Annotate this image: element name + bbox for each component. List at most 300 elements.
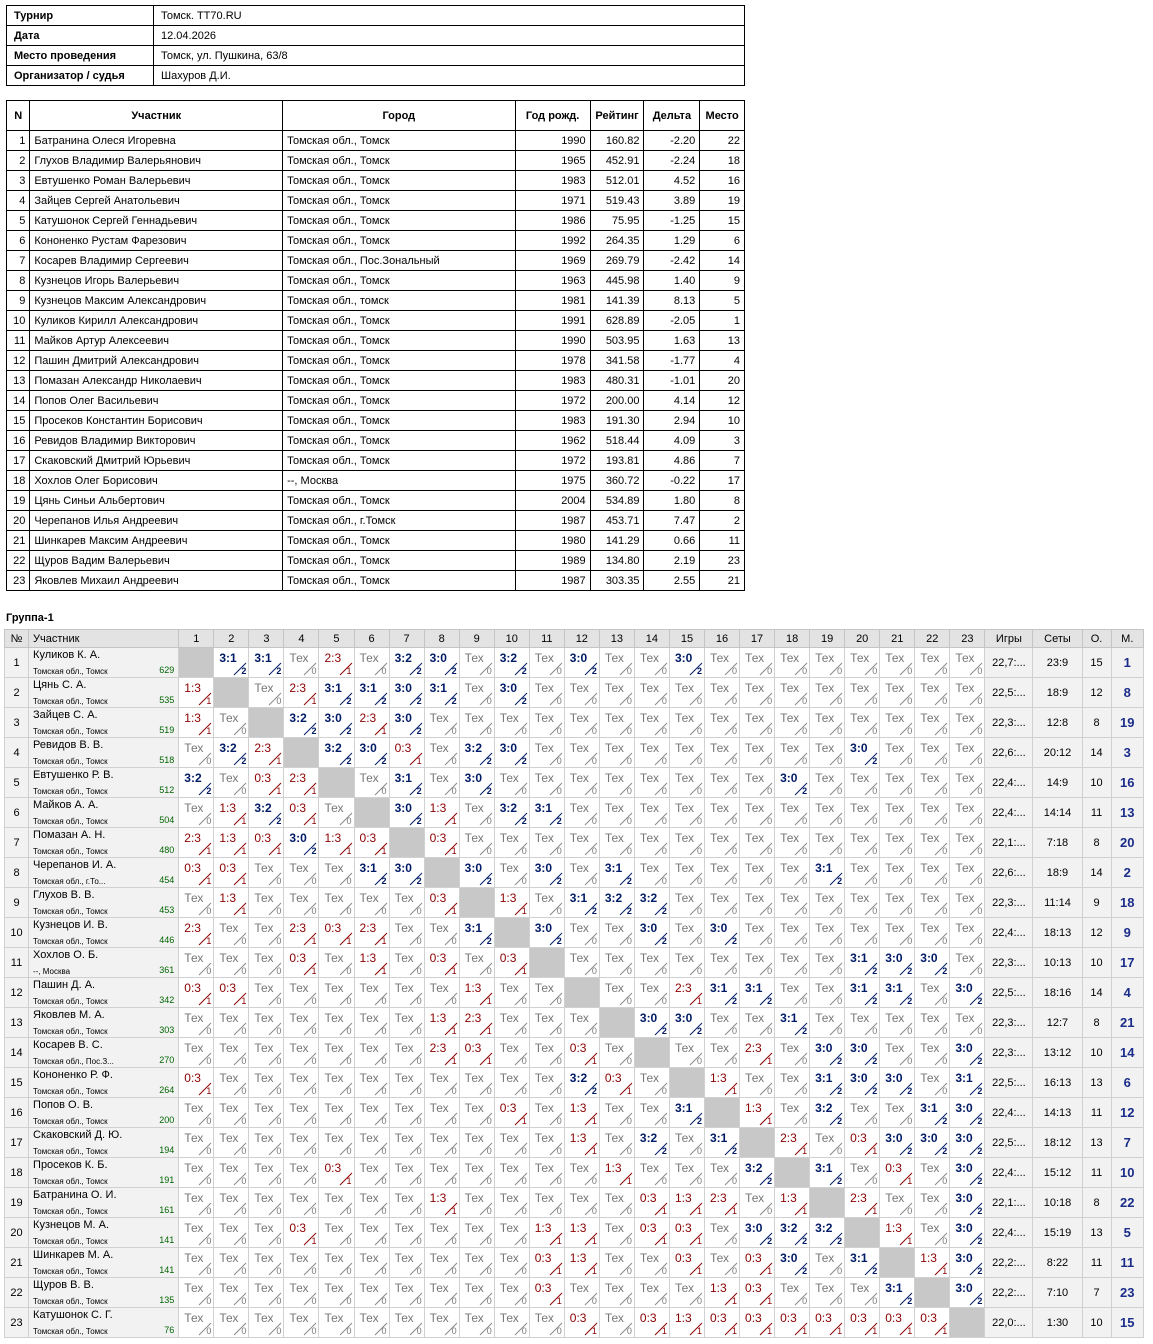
match-cell[interactable]: [950, 678, 985, 708]
match-cell[interactable]: [740, 738, 775, 768]
match-cell[interactable]: [214, 1188, 249, 1218]
match-cell[interactable]: [459, 1098, 494, 1128]
match-cell[interactable]: [424, 828, 459, 858]
match-cell[interactable]: [354, 1218, 389, 1248]
match-cell[interactable]: [599, 1038, 634, 1068]
match-cell[interactable]: [424, 708, 459, 738]
match-cell[interactable]: [845, 798, 880, 828]
match-cell[interactable]: [214, 918, 249, 948]
match-cell[interactable]: [634, 1098, 669, 1128]
match-cell[interactable]: [599, 708, 634, 738]
match-cell[interactable]: [669, 1248, 704, 1278]
match-cell[interactable]: [179, 978, 214, 1008]
match-cell[interactable]: [740, 828, 775, 858]
match-cell[interactable]: [354, 1158, 389, 1188]
match-cell[interactable]: [704, 1008, 739, 1038]
match-cell[interactable]: [915, 1248, 950, 1278]
match-cell[interactable]: [704, 888, 739, 918]
match-cell[interactable]: [424, 1188, 459, 1218]
match-cell[interactable]: [354, 678, 389, 708]
match-cell[interactable]: [494, 798, 529, 828]
match-cell[interactable]: [389, 1098, 424, 1128]
match-cell[interactable]: [669, 738, 704, 768]
match-cell[interactable]: [915, 1038, 950, 1068]
match-cell[interactable]: [740, 708, 775, 738]
match-cell[interactable]: [634, 888, 669, 918]
match-cell[interactable]: [354, 858, 389, 888]
match-cell[interactable]: [284, 648, 319, 678]
match-cell[interactable]: [284, 1008, 319, 1038]
match-cell[interactable]: [424, 678, 459, 708]
match-cell[interactable]: [950, 978, 985, 1008]
match-cell[interactable]: [810, 678, 845, 708]
match-cell[interactable]: [494, 1098, 529, 1128]
match-cell[interactable]: [634, 708, 669, 738]
match-cell[interactable]: [179, 798, 214, 828]
match-cell[interactable]: [740, 678, 775, 708]
match-cell[interactable]: [564, 1038, 599, 1068]
match-cell[interactable]: [704, 1188, 739, 1218]
match-cell[interactable]: [249, 1278, 284, 1308]
match-cell[interactable]: [179, 1038, 214, 1068]
match-cell[interactable]: [354, 1128, 389, 1158]
match-cell[interactable]: [389, 738, 424, 768]
match-cell[interactable]: [915, 648, 950, 678]
match-cell[interactable]: [249, 1308, 284, 1338]
match-cell[interactable]: [319, 1218, 354, 1248]
match-cell[interactable]: [529, 1008, 564, 1038]
match-cell[interactable]: [775, 1008, 810, 1038]
match-cell[interactable]: [249, 978, 284, 1008]
match-cell[interactable]: [845, 768, 880, 798]
match-cell[interactable]: [214, 828, 249, 858]
match-cell[interactable]: [529, 768, 564, 798]
match-cell[interactable]: [880, 708, 915, 738]
match-cell[interactable]: [775, 828, 810, 858]
match-cell[interactable]: [564, 1308, 599, 1338]
match-cell[interactable]: [915, 1158, 950, 1188]
match-cell[interactable]: [284, 708, 319, 738]
match-cell[interactable]: [284, 1038, 319, 1068]
match-cell[interactable]: [179, 918, 214, 948]
match-cell[interactable]: [459, 1128, 494, 1158]
match-cell[interactable]: [740, 1098, 775, 1128]
match-cell[interactable]: [704, 648, 739, 678]
match-cell[interactable]: [810, 888, 845, 918]
match-cell[interactable]: [740, 918, 775, 948]
match-cell[interactable]: [775, 1248, 810, 1278]
match-cell[interactable]: [845, 828, 880, 858]
match-cell[interactable]: [564, 1248, 599, 1278]
match-cell[interactable]: [319, 678, 354, 708]
match-cell[interactable]: [424, 1068, 459, 1098]
match-cell[interactable]: [950, 1248, 985, 1278]
match-cell[interactable]: [459, 1248, 494, 1278]
match-cell[interactable]: [810, 1098, 845, 1128]
match-cell[interactable]: [494, 1188, 529, 1218]
match-cell[interactable]: [529, 1278, 564, 1308]
match-cell[interactable]: [634, 678, 669, 708]
match-cell[interactable]: [459, 858, 494, 888]
match-cell[interactable]: [424, 888, 459, 918]
match-cell[interactable]: [810, 1218, 845, 1248]
match-cell[interactable]: [354, 1038, 389, 1068]
match-cell[interactable]: [950, 708, 985, 738]
match-cell[interactable]: [810, 978, 845, 1008]
match-cell[interactable]: [249, 738, 284, 768]
match-cell[interactable]: [845, 1248, 880, 1278]
match-cell[interactable]: [529, 1308, 564, 1338]
match-cell[interactable]: [599, 858, 634, 888]
match-cell[interactable]: [915, 1308, 950, 1338]
match-cell[interactable]: [740, 1008, 775, 1038]
match-cell[interactable]: [634, 768, 669, 798]
match-cell[interactable]: [214, 1128, 249, 1158]
match-cell[interactable]: [179, 768, 214, 798]
match-cell[interactable]: [389, 918, 424, 948]
match-cell[interactable]: [529, 858, 564, 888]
match-cell[interactable]: [845, 648, 880, 678]
match-cell[interactable]: [740, 1308, 775, 1338]
match-cell[interactable]: [740, 798, 775, 828]
match-cell[interactable]: [950, 1278, 985, 1308]
match-cell[interactable]: [740, 978, 775, 1008]
match-cell[interactable]: [319, 648, 354, 678]
match-cell[interactable]: [319, 888, 354, 918]
match-cell[interactable]: [249, 858, 284, 888]
match-cell[interactable]: [494, 828, 529, 858]
match-cell[interactable]: [634, 918, 669, 948]
match-cell[interactable]: [319, 1068, 354, 1098]
match-cell[interactable]: [915, 978, 950, 1008]
match-cell[interactable]: [319, 1008, 354, 1038]
match-cell[interactable]: [564, 798, 599, 828]
match-cell[interactable]: [810, 1038, 845, 1068]
match-cell[interactable]: [810, 708, 845, 738]
match-cell[interactable]: [214, 1248, 249, 1278]
match-cell[interactable]: [950, 828, 985, 858]
match-cell[interactable]: [529, 798, 564, 828]
match-cell[interactable]: [880, 888, 915, 918]
match-cell[interactable]: [249, 948, 284, 978]
match-cell[interactable]: [564, 738, 599, 768]
match-cell[interactable]: [459, 708, 494, 738]
match-cell[interactable]: [494, 738, 529, 768]
match-cell[interactable]: [214, 1308, 249, 1338]
match-cell[interactable]: [564, 1008, 599, 1038]
match-cell[interactable]: [179, 1278, 214, 1308]
match-cell[interactable]: [564, 1278, 599, 1308]
match-cell[interactable]: [284, 1278, 319, 1308]
match-cell[interactable]: [424, 1278, 459, 1308]
match-cell[interactable]: [845, 1038, 880, 1068]
match-cell[interactable]: [950, 798, 985, 828]
match-cell[interactable]: [599, 1308, 634, 1338]
match-cell[interactable]: [459, 1188, 494, 1218]
match-cell[interactable]: [669, 1308, 704, 1338]
match-cell[interactable]: [354, 1308, 389, 1338]
match-cell[interactable]: [669, 1218, 704, 1248]
match-cell[interactable]: [915, 708, 950, 738]
match-cell[interactable]: [845, 678, 880, 708]
match-cell[interactable]: [810, 1158, 845, 1188]
match-cell[interactable]: [249, 1218, 284, 1248]
match-cell[interactable]: [669, 1128, 704, 1158]
match-cell[interactable]: [424, 918, 459, 948]
match-cell[interactable]: [179, 678, 214, 708]
match-cell[interactable]: [214, 798, 249, 828]
match-cell[interactable]: [564, 858, 599, 888]
match-cell[interactable]: [810, 1128, 845, 1158]
match-cell[interactable]: [915, 1128, 950, 1158]
match-cell[interactable]: [704, 1158, 739, 1188]
match-cell[interactable]: [494, 648, 529, 678]
match-cell[interactable]: [214, 1158, 249, 1188]
match-cell[interactable]: [389, 888, 424, 918]
match-cell[interactable]: [214, 648, 249, 678]
match-cell[interactable]: [284, 1158, 319, 1188]
match-cell[interactable]: [424, 768, 459, 798]
match-cell[interactable]: [389, 1248, 424, 1278]
match-cell[interactable]: [354, 768, 389, 798]
match-cell[interactable]: [810, 1308, 845, 1338]
match-cell[interactable]: [284, 798, 319, 828]
match-cell[interactable]: [950, 858, 985, 888]
match-cell[interactable]: [915, 1098, 950, 1128]
match-cell[interactable]: [424, 1128, 459, 1158]
match-cell[interactable]: [775, 768, 810, 798]
match-cell[interactable]: [810, 738, 845, 768]
match-cell[interactable]: [319, 858, 354, 888]
match-cell[interactable]: [950, 948, 985, 978]
match-cell[interactable]: [880, 1188, 915, 1218]
match-cell[interactable]: [915, 768, 950, 798]
match-cell[interactable]: [284, 978, 319, 1008]
match-cell[interactable]: [845, 1128, 880, 1158]
match-cell[interactable]: [564, 708, 599, 738]
match-cell[interactable]: [494, 888, 529, 918]
match-cell[interactable]: [634, 1248, 669, 1278]
match-cell[interactable]: [704, 858, 739, 888]
match-cell[interactable]: [284, 1248, 319, 1278]
match-cell[interactable]: [459, 798, 494, 828]
match-cell[interactable]: [319, 1278, 354, 1308]
match-cell[interactable]: [845, 1278, 880, 1308]
match-cell[interactable]: [775, 1278, 810, 1308]
match-cell[interactable]: [459, 1308, 494, 1338]
match-cell[interactable]: [249, 1248, 284, 1278]
match-cell[interactable]: [389, 798, 424, 828]
match-cell[interactable]: [459, 1158, 494, 1188]
match-cell[interactable]: [389, 1128, 424, 1158]
match-cell[interactable]: [249, 1068, 284, 1098]
match-cell[interactable]: [950, 1128, 985, 1158]
match-cell[interactable]: [424, 798, 459, 828]
match-cell[interactable]: [459, 828, 494, 858]
match-cell[interactable]: [740, 1038, 775, 1068]
match-cell[interactable]: [459, 918, 494, 948]
match-cell[interactable]: [354, 828, 389, 858]
match-cell[interactable]: [810, 648, 845, 678]
match-cell[interactable]: [354, 1068, 389, 1098]
match-cell[interactable]: [669, 1278, 704, 1308]
match-cell[interactable]: [810, 768, 845, 798]
match-cell[interactable]: [179, 948, 214, 978]
match-cell[interactable]: [704, 978, 739, 1008]
match-cell[interactable]: [354, 738, 389, 768]
match-cell[interactable]: [494, 1248, 529, 1278]
match-cell[interactable]: [775, 738, 810, 768]
match-cell[interactable]: [810, 1008, 845, 1038]
match-cell[interactable]: [284, 768, 319, 798]
match-cell[interactable]: [354, 1278, 389, 1308]
match-cell[interactable]: [915, 1188, 950, 1218]
match-cell[interactable]: [249, 1038, 284, 1068]
match-cell[interactable]: [950, 1158, 985, 1188]
match-cell[interactable]: [284, 828, 319, 858]
match-cell[interactable]: [319, 1098, 354, 1128]
match-cell[interactable]: [880, 1218, 915, 1248]
match-cell[interactable]: [214, 1068, 249, 1098]
match-cell[interactable]: [249, 828, 284, 858]
match-cell[interactable]: [424, 1098, 459, 1128]
match-cell[interactable]: [599, 1158, 634, 1188]
match-cell[interactable]: [284, 678, 319, 708]
match-cell[interactable]: [564, 918, 599, 948]
match-cell[interactable]: [529, 978, 564, 1008]
match-cell[interactable]: [634, 1308, 669, 1338]
match-cell[interactable]: [845, 1308, 880, 1338]
match-cell[interactable]: [249, 1158, 284, 1188]
match-cell[interactable]: [179, 1128, 214, 1158]
match-cell[interactable]: [599, 948, 634, 978]
match-cell[interactable]: [634, 1008, 669, 1038]
match-cell[interactable]: [494, 1128, 529, 1158]
match-cell[interactable]: [775, 918, 810, 948]
match-cell[interactable]: [424, 1038, 459, 1068]
match-cell[interactable]: [284, 858, 319, 888]
match-cell[interactable]: [564, 1188, 599, 1218]
match-cell[interactable]: [634, 1278, 669, 1308]
match-cell[interactable]: [564, 1068, 599, 1098]
match-cell[interactable]: [494, 768, 529, 798]
match-cell[interactable]: [179, 1158, 214, 1188]
match-cell[interactable]: [669, 798, 704, 828]
match-cell[interactable]: [319, 1188, 354, 1218]
match-cell[interactable]: [669, 948, 704, 978]
match-cell[interactable]: [179, 1008, 214, 1038]
match-cell[interactable]: [424, 1218, 459, 1248]
match-cell[interactable]: [284, 948, 319, 978]
match-cell[interactable]: [494, 948, 529, 978]
match-cell[interactable]: [915, 858, 950, 888]
match-cell[interactable]: [529, 1038, 564, 1068]
match-cell[interactable]: [529, 738, 564, 768]
match-cell[interactable]: [950, 1038, 985, 1068]
match-cell[interactable]: [880, 828, 915, 858]
match-cell[interactable]: [880, 1098, 915, 1128]
match-cell[interactable]: [704, 828, 739, 858]
match-cell[interactable]: [775, 798, 810, 828]
match-cell[interactable]: [214, 888, 249, 918]
match-cell[interactable]: [389, 948, 424, 978]
match-cell[interactable]: [775, 948, 810, 978]
match-cell[interactable]: [494, 708, 529, 738]
match-cell[interactable]: [179, 828, 214, 858]
match-cell[interactable]: [354, 708, 389, 738]
match-cell[interactable]: [634, 1218, 669, 1248]
match-cell[interactable]: [880, 978, 915, 1008]
match-cell[interactable]: [915, 798, 950, 828]
match-cell[interactable]: [599, 1128, 634, 1158]
match-cell[interactable]: [669, 978, 704, 1008]
match-cell[interactable]: [459, 1038, 494, 1068]
match-cell[interactable]: [319, 1308, 354, 1338]
match-cell[interactable]: [494, 978, 529, 1008]
match-cell[interactable]: [214, 1008, 249, 1038]
match-cell[interactable]: [494, 1308, 529, 1338]
match-cell[interactable]: [319, 948, 354, 978]
match-cell[interactable]: [950, 1218, 985, 1248]
match-cell[interactable]: [704, 1218, 739, 1248]
match-cell[interactable]: [459, 978, 494, 1008]
match-cell[interactable]: [389, 678, 424, 708]
match-cell[interactable]: [319, 1128, 354, 1158]
match-cell[interactable]: [214, 1278, 249, 1308]
match-cell[interactable]: [179, 1218, 214, 1248]
match-cell[interactable]: [669, 1038, 704, 1068]
match-cell[interactable]: [354, 888, 389, 918]
match-cell[interactable]: [880, 1308, 915, 1338]
match-cell[interactable]: [354, 1008, 389, 1038]
match-cell[interactable]: [249, 648, 284, 678]
match-cell[interactable]: [880, 918, 915, 948]
match-cell[interactable]: [424, 1308, 459, 1338]
match-cell[interactable]: [284, 1128, 319, 1158]
match-cell[interactable]: [564, 948, 599, 978]
match-cell[interactable]: [529, 678, 564, 708]
match-cell[interactable]: [214, 978, 249, 1008]
match-cell[interactable]: [810, 1068, 845, 1098]
match-cell[interactable]: [634, 648, 669, 678]
match-cell[interactable]: [845, 948, 880, 978]
match-cell[interactable]: [740, 648, 775, 678]
match-cell[interactable]: [284, 1068, 319, 1098]
match-cell[interactable]: [950, 1008, 985, 1038]
match-cell[interactable]: [599, 888, 634, 918]
match-cell[interactable]: [249, 678, 284, 708]
match-cell[interactable]: [424, 648, 459, 678]
match-cell[interactable]: [389, 858, 424, 888]
match-cell[interactable]: [669, 768, 704, 798]
match-cell[interactable]: [915, 1008, 950, 1038]
match-cell[interactable]: [389, 708, 424, 738]
match-cell[interactable]: [775, 1128, 810, 1158]
match-cell[interactable]: [284, 918, 319, 948]
match-cell[interactable]: [845, 708, 880, 738]
match-cell[interactable]: [634, 978, 669, 1008]
match-cell[interactable]: [950, 1098, 985, 1128]
match-cell[interactable]: [494, 1038, 529, 1068]
match-cell[interactable]: [529, 888, 564, 918]
match-cell[interactable]: [354, 648, 389, 678]
match-cell[interactable]: [775, 678, 810, 708]
match-cell[interactable]: [424, 1248, 459, 1278]
match-cell[interactable]: [564, 1218, 599, 1248]
match-cell[interactable]: [179, 738, 214, 768]
match-cell[interactable]: [704, 1308, 739, 1338]
match-cell[interactable]: [389, 648, 424, 678]
